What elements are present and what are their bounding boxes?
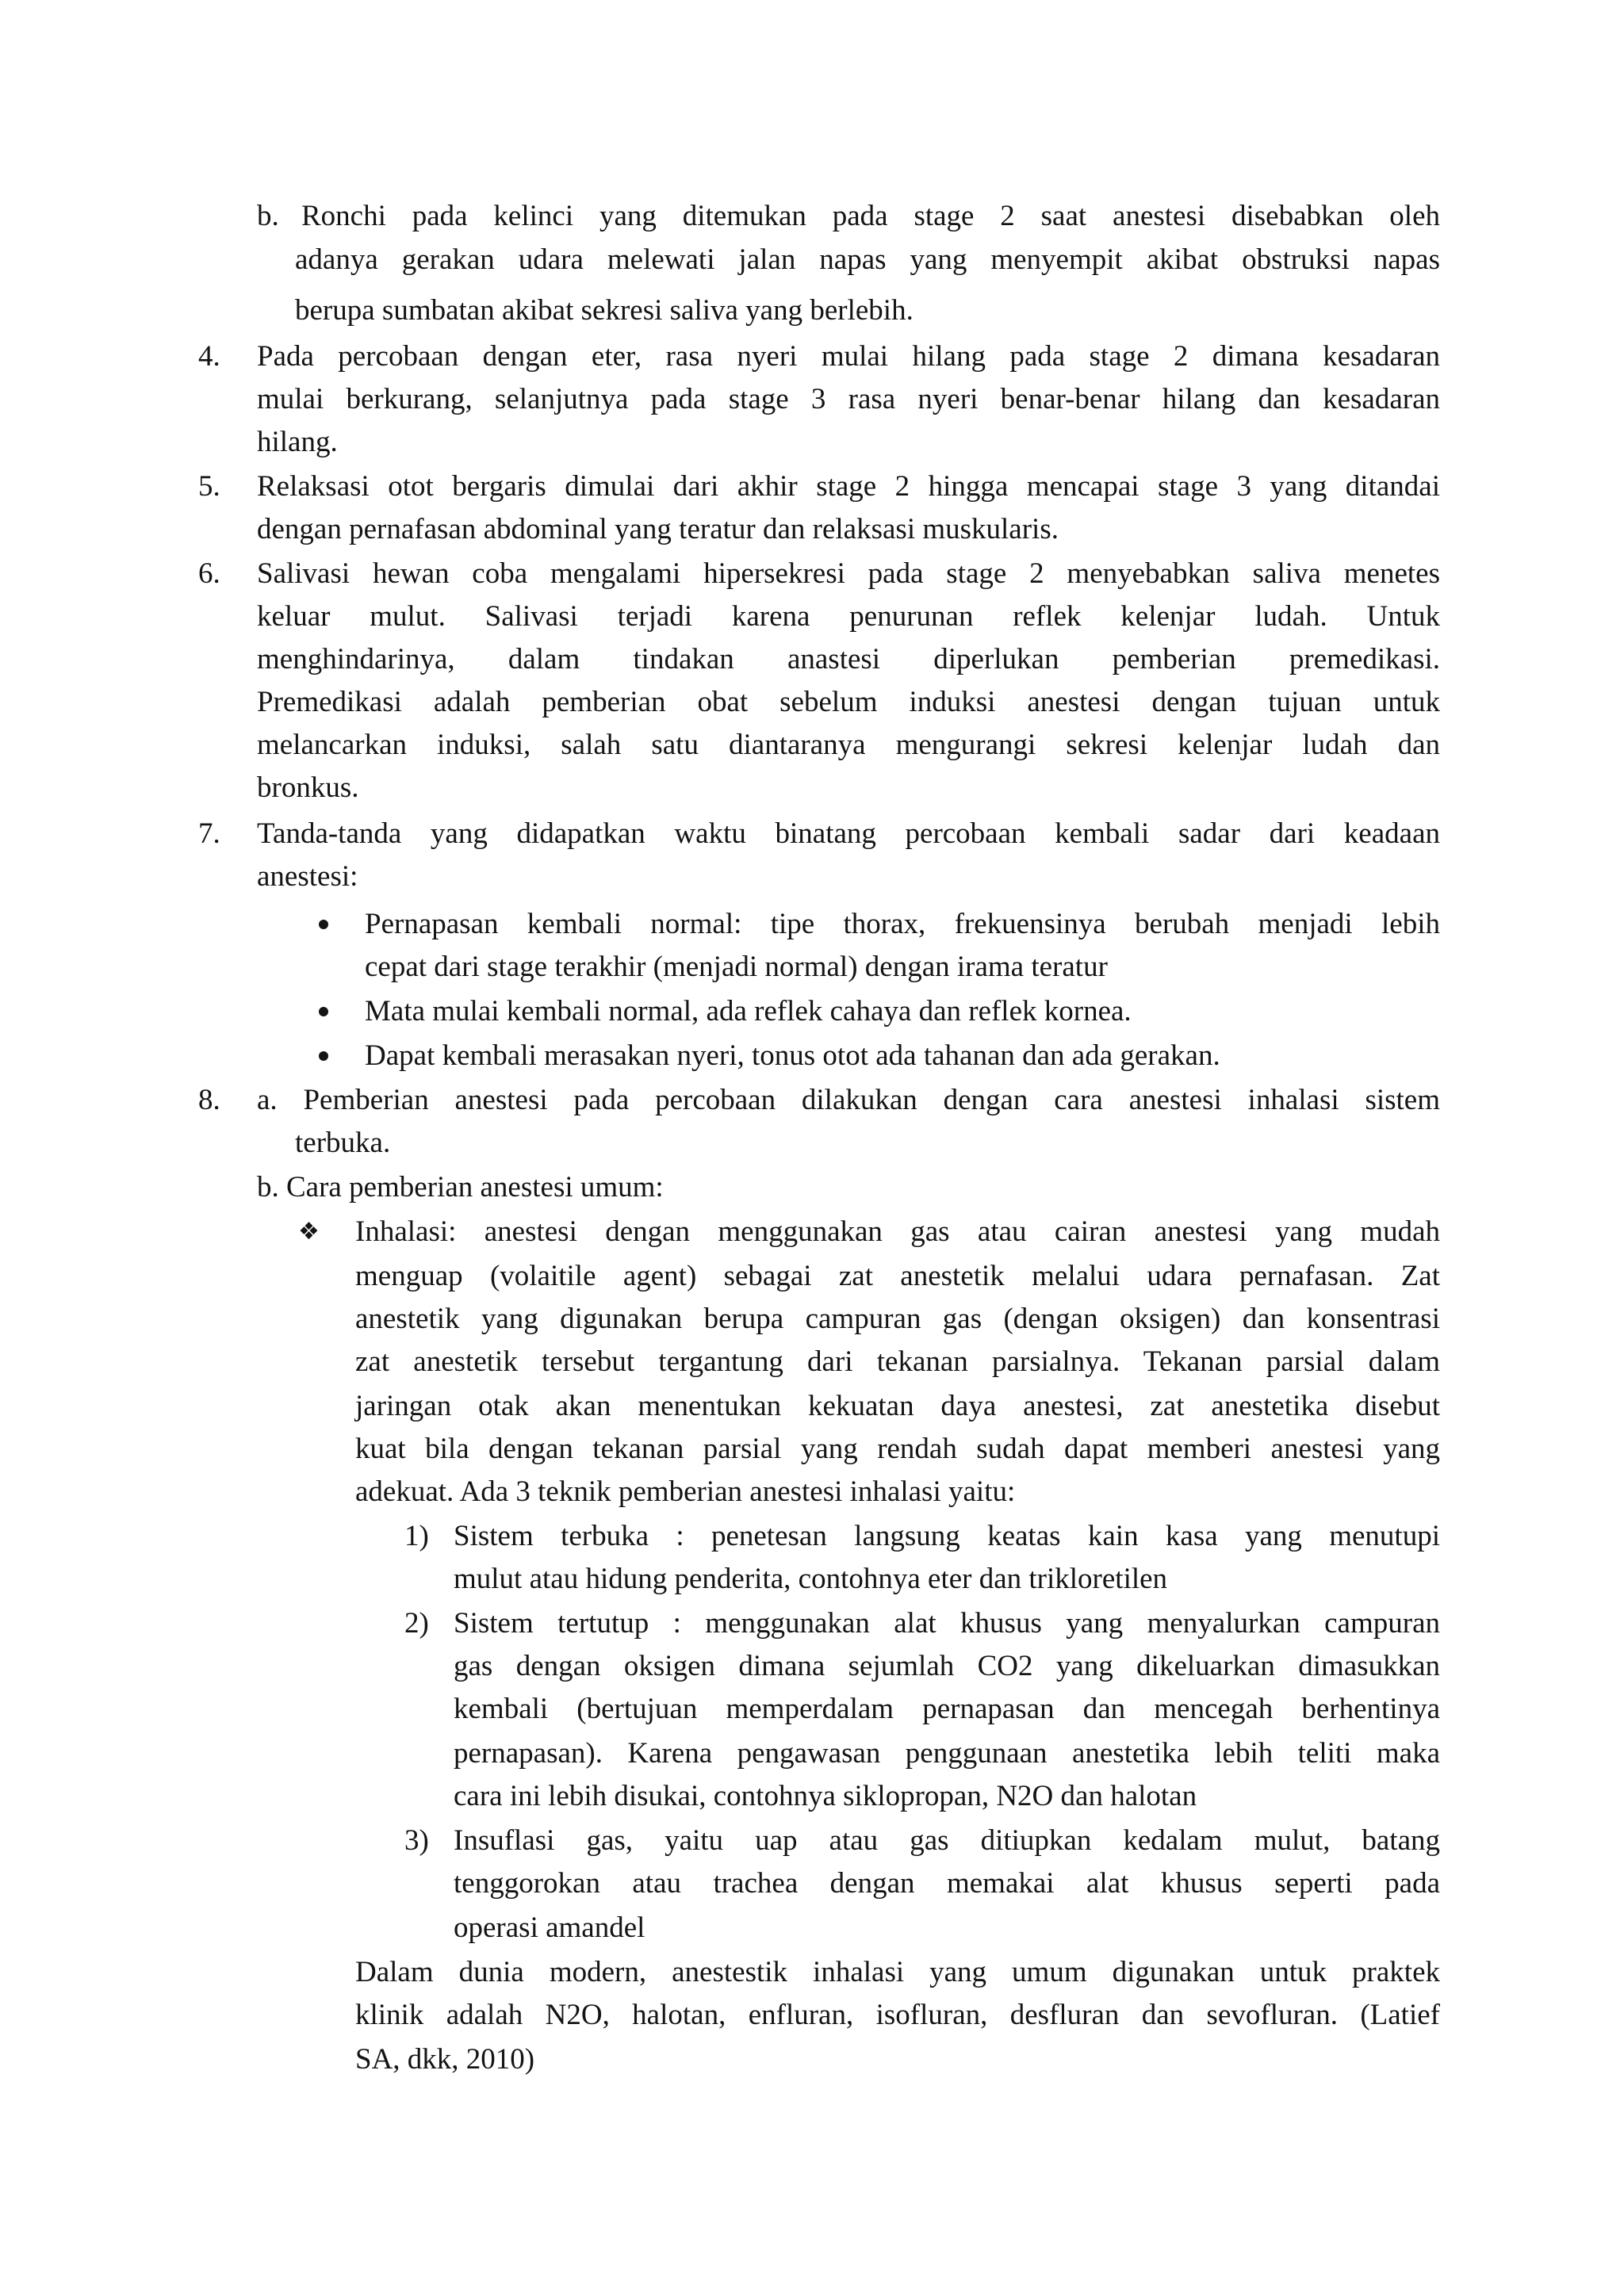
item-4-marker: 4. (198, 340, 220, 373)
inhalasi-line-4: zat anestetik tersebut tergantung dari tekanan parsialnya. Tekanan parsial dalam (355, 1345, 1440, 1378)
item-7-marker: 7. (198, 817, 220, 850)
technique-2-line-4: pernapasan). Karena pengawasan penggunaan anestetika lebih teliti maka (454, 1737, 1440, 1770)
bullet-dot-icon (319, 1051, 328, 1061)
closing-line-1: Dalam dunia modern, anestestik inhalasi yang umum digunakan untuk praktek (355, 1956, 1440, 1988)
item-6-line-4: Premedikasi adalah pemberian obat sebelum induksi anestesi dengan tujuan untuk (257, 686, 1440, 718)
item-6-line-3: menghindarinya, dalam tindakan anastesi diperlukan pemberian premedikasi. (257, 643, 1440, 675)
technique-2-line-5: cara ini lebih disukai, contohnya siklopropan, N2O dan halotan (454, 1780, 1197, 1812)
item-8-marker: 8. (198, 1084, 220, 1116)
item-6-line-1: Salivasi hewan coba mengalami hipersekresi pada stage 2 menyebabkan saliva menetes (257, 557, 1440, 590)
technique-1-line-2: mulut atau hidung penderita, contohnya eter dan trikloretilen (454, 1563, 1168, 1595)
inhalasi-line-6: kuat bila dengan tekanan parsial yang rendah sudah dapat memberi anestesi yang (355, 1433, 1440, 1465)
item-4-line-3: hilang. (257, 426, 338, 458)
inhalasi-line-1: Inhalasi: anestesi dengan menggunakan gas atau cairan anestesi yang mudah (355, 1215, 1440, 1248)
item-6-marker: 6. (198, 557, 220, 590)
bullet-dot-icon (319, 1007, 328, 1016)
item-7-bullet-1-line-2: cepat dari stage terakhir (menjadi normal) dengan irama teratur (365, 951, 1108, 983)
item-3b-line-1: Ronchi pada kelinci yang ditemukan pada stage 2 saat anestesi disebabkan oleh (301, 200, 1440, 232)
bullet-dot-icon (319, 920, 328, 929)
technique-2-line-1: Sistem tertutup : menggunakan alat khusus yang menyalurkan campuran (454, 1607, 1440, 1640)
item-3b-line-3: berupa sumbatan akibat sekresi saliva yang berlebih. (295, 294, 914, 327)
inhalasi-line-3: anestetik yang digunakan berupa campuran gas (dengan oksigen) dan konsentrasi (355, 1303, 1440, 1335)
item-8a-line-2: terbuka. (295, 1127, 391, 1159)
closing-line-2: klinik adalah N2O, halotan, enfluran, isofluran, desfluran dan sevofluran. (Latief (355, 1999, 1440, 2031)
item-7-line-2: anestesi: (257, 860, 358, 893)
item-7-bullet-1-line-1: Pernapasan kembali normal: tipe thorax, frekuensinya berubah menjadi lebih (365, 908, 1440, 940)
technique-3-line-3: operasi amandel (454, 1911, 645, 1944)
inhalasi-line-2: menguap (volaitile agent) sebagai zat anestetik melalui udara pernafasan. Zat (355, 1260, 1440, 1292)
item-5-marker: 5. (198, 470, 220, 503)
item-3b-marker: b. (257, 200, 279, 232)
technique-1-marker: 1) (404, 1520, 429, 1552)
item-7-line-1: Tanda-tanda yang didapatkan waktu binatang percobaan kembali sadar dari keadaan (257, 817, 1440, 850)
item-7-bullet-3-line-1: Dapat kembali merasakan nyeri, tonus otot ada tahanan dan ada gerakan. (365, 1039, 1220, 1072)
inhalasi-line-5: jaringan otak akan menentukan kekuatan daya anestesi, zat anestetika disebut (355, 1390, 1440, 1422)
technique-3-marker: 3) (404, 1824, 429, 1857)
four-diamond-bullet-icon: ❖ (298, 1218, 320, 1246)
technique-3-line-2: tenggorokan atau trachea dengan memakai alat khusus seperti pada (454, 1867, 1440, 1900)
technique-1-line-1: Sistem terbuka : penetesan langsung keatas kain kasa yang menutupi (454, 1520, 1440, 1552)
item-3b-line-2: adanya gerakan udara melewati jalan napas yang menyempit akibat obstruksi napas (295, 243, 1440, 276)
closing-line-3: SA, dkk, 2010) (355, 2043, 535, 2076)
item-4-line-1: Pada percobaan dengan eter, rasa nyeri mulai hilang pada stage 2 dimana kesadaran (257, 340, 1440, 373)
item-7-bullet-2-line-1: Mata mulai kembali normal, ada reflek cahaya dan reflek kornea. (365, 995, 1132, 1027)
technique-2-line-2: gas dengan oksigen dimana sejumlah CO2 yang dikeluarkan dimasukkan (454, 1650, 1440, 1682)
item-5-line-1: Relaksasi otot bergaris dimulai dari akhir stage 2 hingga mencapai stage 3 yang ditandai (257, 470, 1440, 503)
technique-3-line-1: Insuflasi gas, yaitu uap atau gas ditiupkan kedalam mulut, batang (454, 1824, 1440, 1857)
technique-2-line-3: kembali (bertujuan memperdalam pernapasan dan mencegah berhentinya (454, 1693, 1440, 1725)
item-6-line-2: keluar mulut. Salivasi terjadi karena penurunan reflek kelenjar ludah. Untuk (257, 600, 1440, 633)
inhalasi-line-7: adekuat. Ada 3 teknik pemberian anestesi inhalasi yaitu: (355, 1475, 1016, 1508)
technique-2-marker: 2) (404, 1607, 429, 1640)
item-6-line-6: bronkus. (257, 771, 359, 804)
item-4-line-2: mulai berkurang, selanjutnya pada stage 3 rasa nyeri benar-benar hilang dan kesadaran (257, 383, 1440, 415)
item-6-line-5: melancarkan induksi, salah satu diantaranya mengurangi sekresi kelenjar ludah dan (257, 729, 1440, 761)
item-5-line-2: dengan pernafasan abdominal yang teratur dan relaksasi muskularis. (257, 513, 1059, 545)
item-8b-heading: b. Cara pemberian anestesi umum: (257, 1171, 664, 1203)
item-8a-line-1: a. Pemberian anestesi pada percobaan dilakukan dengan cara anestesi inhalasi sistem (257, 1084, 1440, 1116)
